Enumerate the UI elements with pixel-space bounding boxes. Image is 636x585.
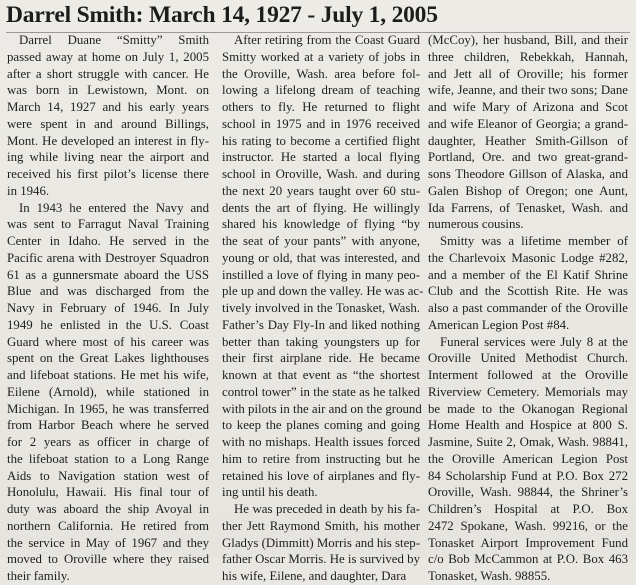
text-line: Home Health and Hospice at 800 S. [428, 418, 628, 433]
text-line: Smitty worked at a variety of jobs in [222, 49, 420, 64]
text-line: ing while living near the airport and [7, 150, 209, 165]
text-line: passed away at home on July 1, 2005 [7, 49, 209, 64]
text-line: He was preceded in death by his fa- [234, 502, 420, 516]
text-line: also a past commander of the Oroville [428, 301, 628, 315]
text-line: American Legion Post #84. [428, 317, 570, 332]
text-line: control tower” in the state as he talked [222, 384, 420, 399]
text-line: Eilene (Arnold), while stationed in [7, 384, 209, 399]
text-line: the next 20 years taught over 60 stu- [222, 183, 420, 198]
text-line: Gladys (Dimmitt) Morris and his step- [222, 535, 420, 550]
text-line: father Oscar Morris. He is survived by [222, 552, 420, 567]
text-line: northern California. He retired from [7, 518, 209, 533]
text-line: was sent to Farragut Naval Training [7, 217, 209, 232]
text-line: ple up and down the valley. He was ac- [222, 284, 424, 299]
text-line: numerous cousins. [428, 217, 524, 232]
text-line: shared his knowledge of flying “by [222, 217, 420, 232]
text-line: three children, Rebekkah, Hannah, [428, 49, 628, 64]
text-line: Children’s Hospital at P.O. Box [428, 502, 628, 516]
text-line: wife, Jeanne, and their two sons; Dane [428, 83, 628, 98]
text-line: Center in Idaho. He served in the [7, 234, 209, 248]
text-line: Club and the Scottish Rite. He was [428, 284, 628, 299]
text-line: his wife, Eilene, and daughter, Dara [222, 569, 407, 583]
text-line: 61 as a gunnersmate aboard the USS [7, 267, 209, 282]
text-line: the Oroville American Legion Post [428, 451, 628, 466]
article-column-1 [7, 32, 209, 585]
text-line: Mont. He developed an interest in fly- [7, 133, 209, 148]
text-line: spent on the Great Lakes lighthouses [7, 351, 209, 366]
text-line: young or old, that was interested, and [222, 250, 420, 265]
text-line: Blue and was discharged from the [7, 284, 209, 299]
text-line: for 2 years as officer in charge of [7, 435, 209, 449]
text-line: Funeral services were July 8 at the [440, 334, 628, 349]
text-line: others to fly. He returned to flight [222, 100, 420, 114]
obituary-headline: Darrel Smith: March 14, 1927 - July 1, 2005 [6, 2, 438, 28]
text-line: retained his love of airplanes and fly- [222, 468, 420, 483]
text-line: their first airplane ride. He became [222, 351, 420, 366]
text-line: their family. [7, 569, 70, 583]
text-line: Riverview Cemetery. Memorials may [428, 384, 628, 399]
text-line: known at that event as “the shortest [222, 368, 420, 382]
text-line: to keep the planes coming and going [222, 418, 420, 433]
text-line: and lifeboat stations. He met his wife, [7, 368, 209, 382]
text-line: Tonasket Airport Improvement Fund [428, 535, 628, 550]
text-line: instructor. He started a local flying [222, 150, 420, 165]
text-line: Ida Farrens, of Tenasket, Wash. and [428, 200, 628, 215]
text-line: Oroville United Methodist Church. [428, 351, 628, 366]
text-line: duty was aboard the ship Avoyal in [7, 502, 209, 516]
article-column-3 [428, 32, 628, 585]
text-line: the Charlevoix Masonic Lodge #282, [428, 250, 628, 265]
text-line: Smitty was a lifetime member of [440, 234, 628, 248]
text-line: from Harbor Beach where he served [7, 418, 209, 433]
text-line: instilled a love of flying in many peo- [222, 267, 420, 282]
text-line: Darrel Duane “Smitty” Smith [19, 33, 209, 47]
text-line: the seat of your pants” with anyone, [222, 234, 420, 248]
text-line: in 1946. [7, 183, 50, 198]
text-line: moved to Oroville where they raised [7, 552, 209, 567]
text-line: March 14, 1927 and his early years [7, 100, 209, 114]
text-line: with pilots in the air and on the ground [222, 401, 422, 416]
text-line: 1949 he enlisted in the U.S. Coast [7, 317, 209, 332]
text-line: and a member of the El Katif Shrine [428, 267, 628, 282]
text-line: was born in Lewistown, Mont. on [7, 83, 209, 98]
text-line: Navy in February of 1946. In July [7, 301, 209, 315]
text-line: 2472 Spokane, Wash. 99216, or the [428, 518, 628, 533]
text-line: tively involved in the Tonasket, Wash. [222, 301, 420, 315]
text-line: the lifeboat station to a Long Range [7, 451, 209, 466]
text-line: ing until his death. [222, 485, 318, 500]
text-line: Pacific arena with Destroyer Squadron [7, 250, 209, 265]
text-line: received his first pilot’s license there [7, 167, 209, 181]
text-line: Guard where most of his career was [7, 334, 209, 349]
text-line: be made to the Okanogan Regional [428, 401, 628, 416]
text-line: 84 Scholarship Fund at P.O. Box 272 [428, 468, 628, 483]
text-line: and wife Eleanor of Georgia; a grand- [428, 116, 628, 131]
text-line: ther Jett Raymond Smith, his mother [222, 518, 420, 533]
text-line: c/o Bob McCammon at P.O. Box 463 [428, 552, 628, 567]
text-line: Father’s Day Fly-In and liked nothing [222, 317, 420, 332]
text-line: In 1943 he entered the Navy and [19, 200, 209, 215]
text-line: him to retire from instructing but he [222, 451, 420, 466]
text-line: After retiring from the Coast Guard [234, 33, 420, 47]
text-line: (McCoy), her husband, Bill, and their [428, 33, 628, 47]
article-column-2 [222, 32, 424, 585]
text-line: the service in May of 1967 and they [7, 535, 209, 550]
text-line: Oroville, Wash. 98844, the Shriner’s [428, 485, 628, 500]
text-line: Michigan. In 1965, he was transferred [7, 401, 209, 416]
text-line: his rating to become a certified flight [222, 133, 420, 148]
text-line: Portland, Ore. and two great-grand- [428, 150, 628, 165]
text-line: lowing a lifelong dream of teaching [222, 83, 420, 98]
text-line: school in 1975 and in 1976 received [222, 116, 420, 131]
text-line: school in Oroville, Wash. and during [222, 167, 420, 181]
text-line: Honolulu, Hawaii. His final tour of [7, 485, 209, 500]
text-line: were spent in and around Billings, [7, 116, 209, 131]
text-line: daughter, Heather Smith-Gillson of [428, 133, 628, 148]
text-line: dents the art of flying. He willingly [222, 200, 420, 215]
text-line: and wife Mary of Arizona and Scot [428, 100, 628, 114]
text-line: better than taking youngsters up for [222, 334, 420, 349]
text-line: with no mishaps. Health issues forced [222, 435, 420, 449]
text-line: Galen Bishop of Oregon; one Aunt, [428, 183, 628, 198]
text-line: Aids to Navigation station west of [7, 468, 209, 483]
text-line: and Jett all of Oroville; his former [428, 66, 628, 81]
text-line: Jasmine, Suite 2, Omak, Wash. 98841, [428, 435, 628, 449]
text-line: Interment followed at the Oroville [428, 368, 628, 382]
text-line: after a short struggle with cancer. He [7, 66, 209, 81]
text-line: the Oroville, Wash. area before fol- [222, 66, 420, 81]
text-line: Tonasket, Wash. 98855. [428, 569, 551, 583]
text-line: sons Theodore Gillson of Alaska, and [428, 167, 628, 181]
